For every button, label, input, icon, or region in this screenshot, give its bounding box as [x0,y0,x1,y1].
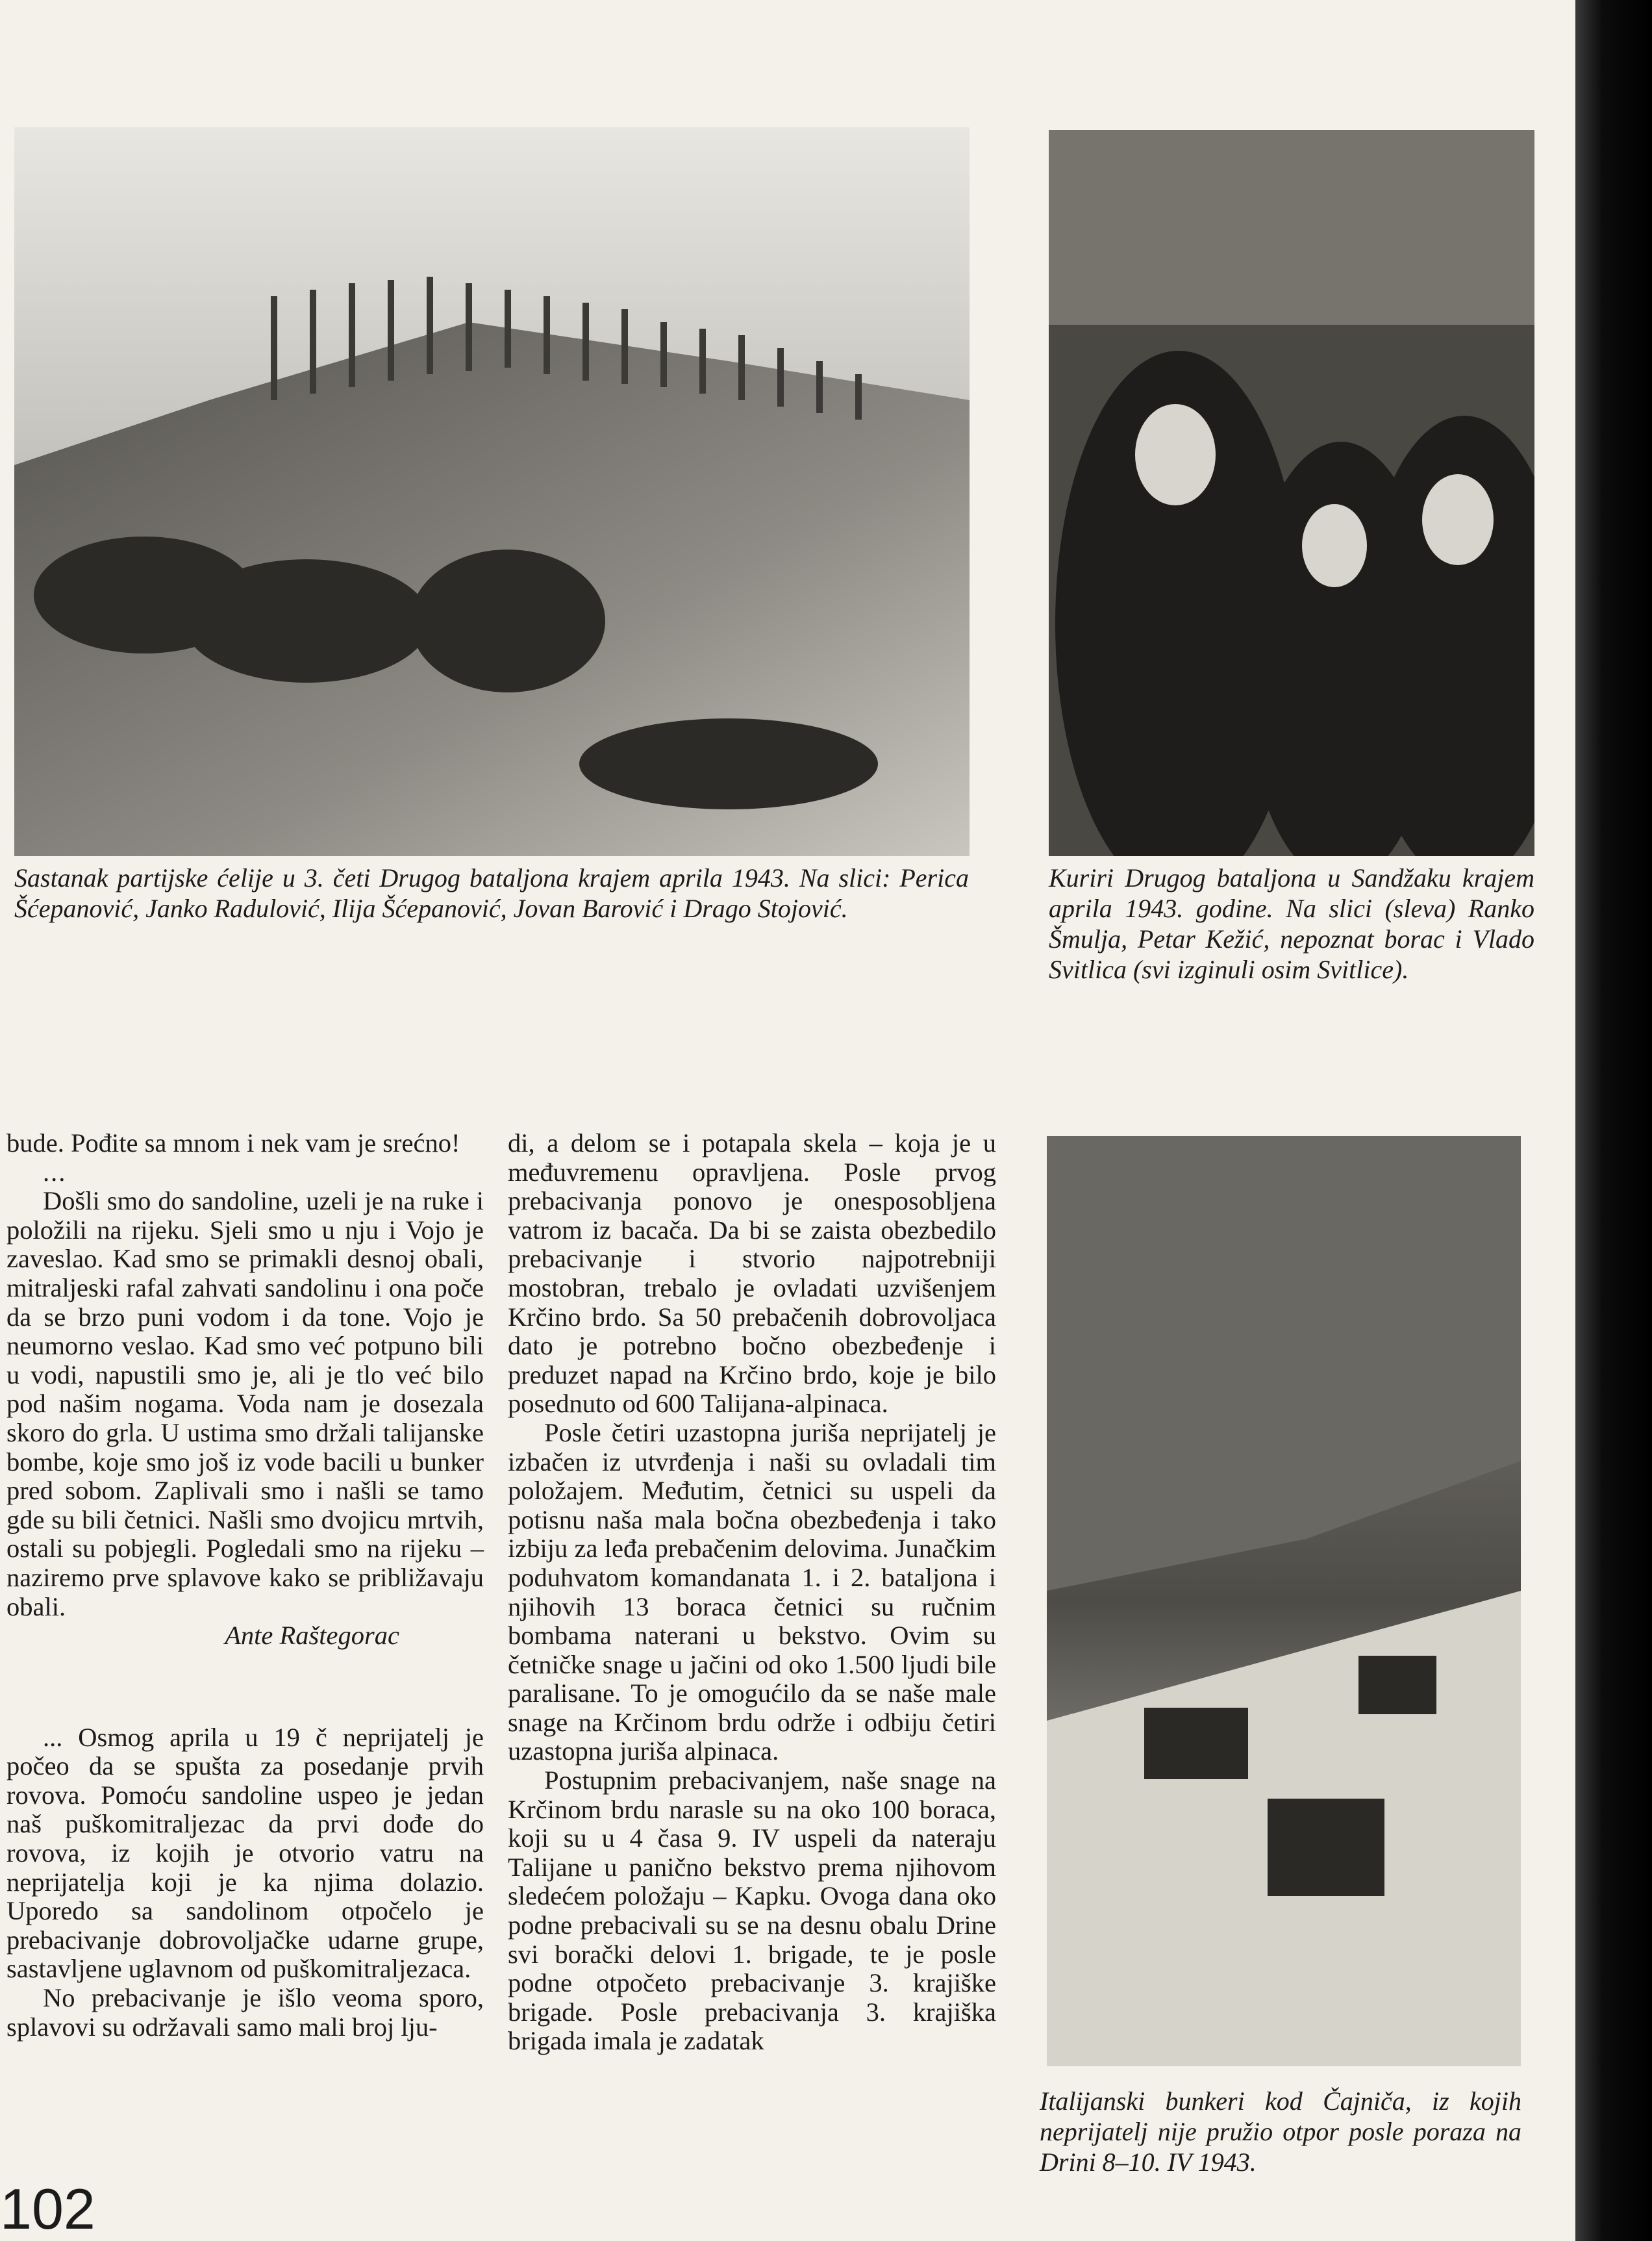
left-paragraph-1: bude. Pođite sa mnom i nek vam je srećno! [6,1128,460,1158]
photo-couriers-image [1049,130,1534,856]
photo-couriers [1049,130,1534,856]
caption-photo1: Sastanak partijske ćelije u 3. četi Drugog bataljona krajem aprila 1943. Na slici: Perica Šćepanović, Janko Radulović, Ilija Šćepanović, Jovan Barović i Drago Stojović. [14,863,969,923]
signature: Ante Raštegorac [225,1621,399,1651]
left-paragraph-2: Došli smo do sandoline, uzeli je na ruke i položili na rijeku. Sjeli smo u nju i Vojo je zaveslao. Kad smo se primakli desnoj obali, mitraljeski rafal zahvati sandolinu i ona poče da se brzo puni vodom i da tone. Vojo je neumorno veslao. Kad smo već potpuno bili u vodi, napustili smo je, ali je tlo već bilo pod našim nogama. Voda nam je dosezala skoro do grla. U ustima smo držali talijanske bombe, koje smo još iz vode bacili u bunker pred sobom. Zaplivali smo i našli se tamo gde su bili četnici. Našli smo dvojicu mrtvih, ostali su pobjegli. Pogledali smo na rijeku – naziremo prve splavove kako se približavaju obali. [6,1186,484,1621]
ellipsis: ... [43,1157,67,1187]
book-spine-shadow [1575,0,1652,2241]
left-column [6,1129,484,2042]
left-paragraph-3: ... Osmog aprila u 19 č neprijatelj je počeo da se spušta za posedanje prvih rovova. Pomoću sandoline uspeo je jedan naš puškomitraljezac da prvi dođe do rovova, iz kojih je otvorio vatru na neprijatelja koji je ka njima dolazio. Uporedo sa sandolinom otpočelo je prebacivanje dobrovoljačke udarne grupe, sastavljene uglavnom od puškomitraljezaca. [6,1722,484,1984]
photo-party-cell-meeting-image [14,127,970,856]
photo-italian-bunkers-image [1047,1136,1521,2066]
middle-column [508,1129,996,2056]
photo-party-cell-meeting [14,127,970,856]
caption-photo2: Kuriri Drugog bataljona u Sandžaku krajem aprila 1943. godine. Na slici (sleva) Ranko Šmulja, Petar Kežić, nepoznat borac i Vlado Svitlica (svi izginuli osim Svitlice). [1049,863,1534,984]
middle-paragraph-1: di, a delom se i potapala skela – koja je u međuvremenu opravljena. Posle prvog prebacivanja ponovo je onesposobljena vatrom iz bacača. Da bi se zaista obezbedilo prebacivanje i stvorio najpotrebniji mostobran, trebalo je ovladati uzvišenjem Krčino brdo. Sa 50 prebačenih dobrovoljaca dato je potrebno bočno obezbeđenje i preduzet napad na Krčino brdo, koje je bilo posednuto od 600 Talijana-alpinaca. [508,1128,996,1419]
page-number: 102 [0,2177,95,2241]
photo-italian-bunkers [1047,1136,1521,2066]
middle-paragraph-2: Posle četiri uzastopna juriša neprijatelj je izbačen iz utvrđenja i naši su ovladali tim položajem. Međutim, četnici su uspeli da potisnu naša mala bočna obezbeđenja i tako izbiju za leđa prebačenim delovima. Junačkim poduhvatom komandanata 1. i 2. bataljona i njihovih 13 boraca četnici su ručnim bombama naterani u bekstvo. Ovim su četničke snage u jačini od oko 1.500 ljudi bile paralisane. To je omogućilo da se naše male snage na Krčinom brdu održe i odbiju četiri uzastopna juriša alpinaca. [508,1417,996,1766]
caption-photo3: Italijanski bunkeri kod Čajniča, iz kojih neprijatelj nije pružio otpor posle poraza na Drini 8–10. IV 1943. [1040,2086,1521,2177]
left-paragraph-4: No prebacivanje je išlo veoma sporo, splavovi su održavali samo mali broj lju- [6,1983,484,2042]
middle-paragraph-3: Postupnim prebacivanjem, naše snage na Krčinom brdu narasle su na oko 100 boraca, koji su u 4 časa 9. IV uspeli da nateraju Talijane u panično bekstvo prema njihovom sledećem položaju – Kapku. Ovoga dana oko podne prebacivali su se na desnu obalu Drine svi borački delovi 1. brigade, te je posle podne otpočeto prebacivanje 3. krajiške brigade. Posle prebacivanja 3. krajiška brigada imala je zadatak [508,1766,996,2056]
